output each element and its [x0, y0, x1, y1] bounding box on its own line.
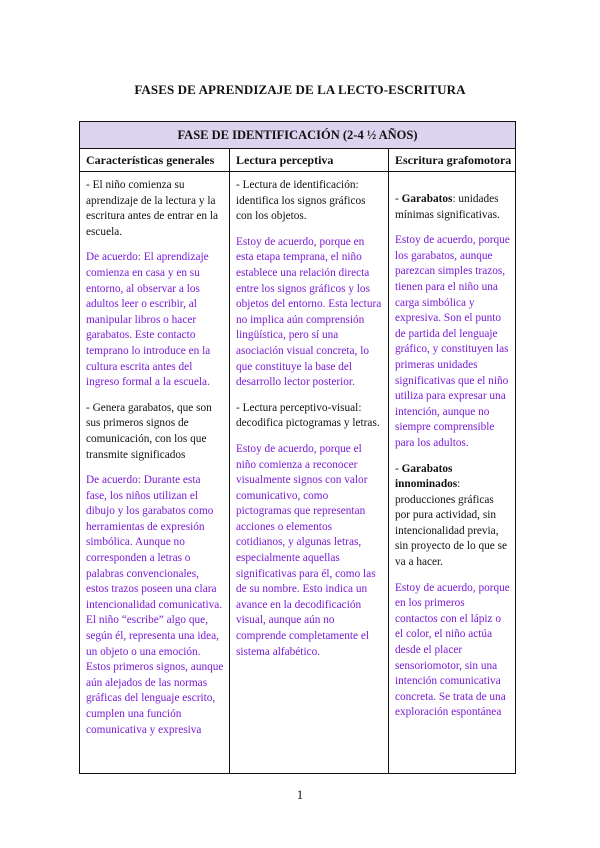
document-title: FASES DE APRENDIZAJE DE LA LECTO-ESCRITURA [134, 82, 466, 97]
writing-item-term: Garabatos [401, 193, 453, 205]
reading-comment: Estoy de acuerdo, porque el niño comienza a reconocer visualmente signos con valor comunicativo, como pictogramas que representan acciones o elementos cotidianos, y algunas letras, especialmente aquellas significativas para él, como las de su nombre. Esto indica un avance en la decodificación visual, aunque aún no comprende completamente el sistema alfabético. [236, 442, 376, 658]
reading-item: - Lectura perceptivo-visual: decodifica pictogramas y letras. [236, 401, 380, 430]
characteristic-comment: De acuerdo: Durante esta fase, los niños utilizan el dibujo y los garabatos como herramientas de expresión simbólica. Aunque no corresponden a letras o palabras convencionales, estos trazos poseen una clara intencionalidad comunicativa. El niño “escribe” algo que, según él, representa una idea, un objeto o una emoción. Estos primeros signos, aunque aún alejados de las normas gráficas del lenguaje escrito, cumplen una función comunicativa y expresiva [86, 474, 224, 736]
writing-comment: Estoy de acuerdo, porque en los primeros contactos con el lápiz o el color, el niño actúa desde el placer sensoriomotor, sin una intención comunicativa concreta. Se trata de una exploración espontánea [395, 581, 510, 719]
column-reading [230, 172, 388, 773]
column-header-row [80, 149, 515, 172]
characteristic-comment: De acuerdo: El aprendizaje comienza en casa y en su entorno, al observar a los adultos leer o escribir, al manipular libros o hacer garabatos. Este contacto temprano lo introduce en la cultura escrita antes del ingreso formal a la escuela. [86, 251, 211, 389]
writing-item: - Garabatos innominados: producciones gráficas por pura actividad, sin intencionalidad previa, sin proyecto de lo que se va a hacer. [395, 462, 507, 569]
page-number: 1 [296, 787, 304, 802]
phase-table [79, 121, 516, 774]
reading-item: - Lectura de identificación: identifica los signos gráficos con los objetos. [236, 179, 366, 223]
writing-item: - Garabatos: unidades mínimas significativas. [395, 193, 500, 221]
column-header-reading: Lectura perceptiva [236, 153, 334, 167]
column-header-characteristics: Características generales [86, 153, 215, 167]
reading-comment: Estoy de acuerdo, porque en esta etapa temprana, el niño establece una relación directa entre los signos gráficos y los objetos del entorno. Esta lectura no implica aún comprensión lingüística, pero sí una asociación visual concreta, lo que constituye la base del desarrollo lector posterior. [236, 235, 382, 389]
characteristic-item: - Genera garabatos, que son sus primeros signos de comunicación, con los que transmite significados [86, 401, 212, 461]
writing-comment: Estoy de acuerdo, porque los garabatos, aunque parezcan simples trazos, tienen para el niño una carga simbólica y expresiva. Son el punto de partida del lenguaje gráfico, y constituyen las primeras unidades significativas que el niño utiliza para expresar una intención, aunque no siempre comprensible para los adultos. [395, 234, 510, 449]
column-writing [389, 172, 515, 773]
column-characteristics [80, 172, 229, 773]
column-header-writing: Escritura grafomotora [395, 153, 512, 167]
writing-item-term: Garabatos innominados [395, 462, 458, 491]
characteristic-item: - El niño comienza su aprendizaje de la lectura y la escritura antes de entrar en la escuela. [86, 179, 219, 238]
phase-title: FASE DE IDENTIFICACIÓN (2-4 ½ AÑOS) [80, 122, 515, 149]
